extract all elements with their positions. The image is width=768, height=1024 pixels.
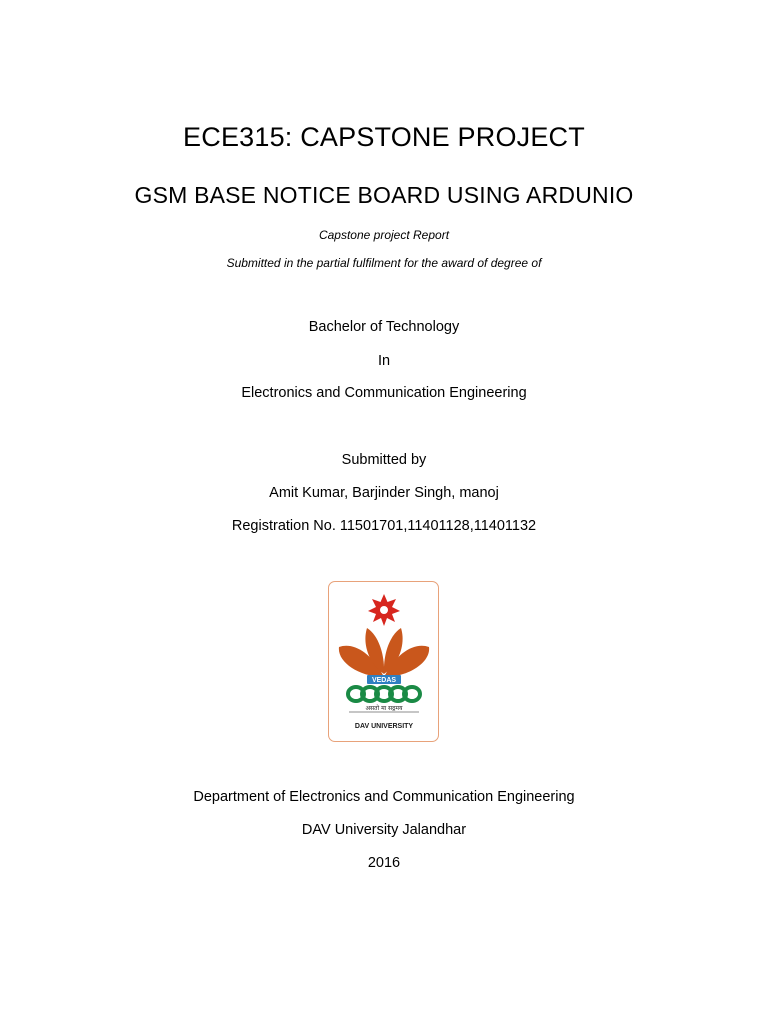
author-names: Amit Kumar, Barjinder Singh, manoj [269,485,499,501]
university-name: DAV University Jalandhar [301,822,467,838]
dav-emblem-icon [329,582,440,743]
branch-name: Electronics and Communication Engineering [241,385,527,401]
report-type: Capstone project Report [318,228,450,242]
submitted-by-label: Submitted by [341,452,427,468]
svg-text:DAV UNIVERSITY: DAV UNIVERSITY [354,723,414,730]
svg-text:असतो मा सद्गमय: असतो मा सद्गमय [365,705,403,712]
in-label: In [377,353,391,369]
svg-text:VEDAS: VEDAS [371,677,397,684]
degree-name: Bachelor of Technology [308,319,460,335]
university-logo [328,581,439,742]
registration-numbers: Registration No. 11501701,11401128,11401132 [231,518,537,534]
submission-note: Submitted in the partial fulfilment for the award of degree of [226,256,542,270]
department-name: Department of Electronics and Communication Engineering [193,789,575,805]
project-title: GSM BASE NOTICE BOARD USING ARDUNIO [134,182,634,208]
submission-year: 2016 [367,855,401,871]
logo-rings [348,687,420,701]
course-title: ECE315: CAPSTONE PROJECT [183,122,585,152]
